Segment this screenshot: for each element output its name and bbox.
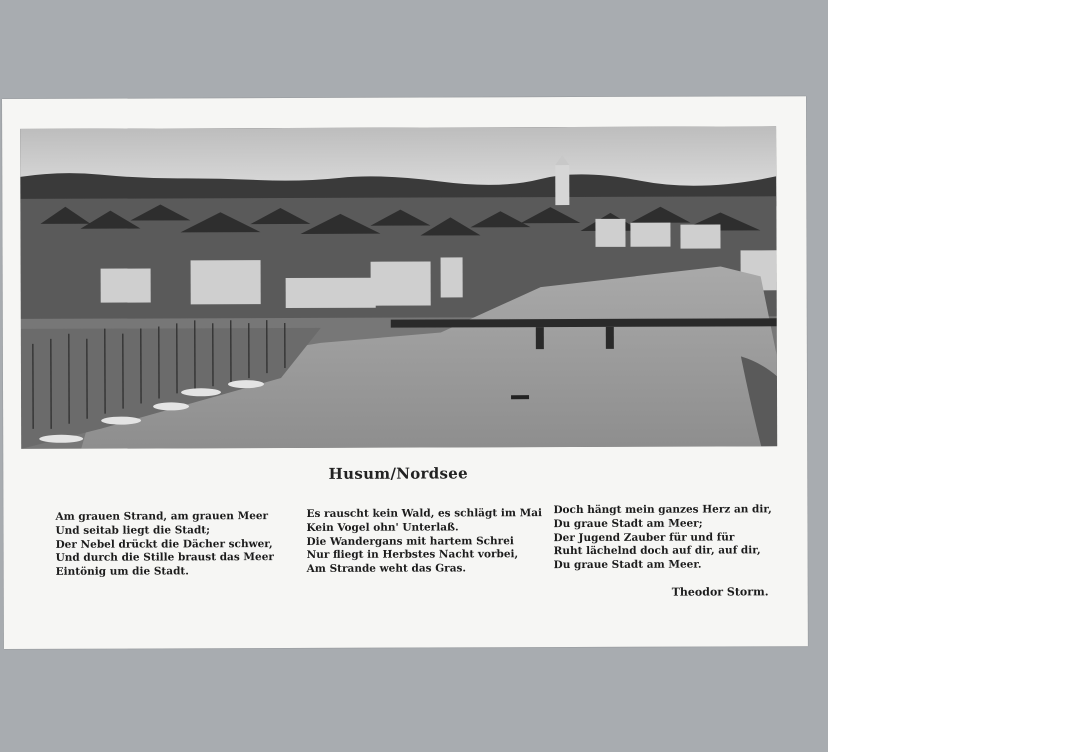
harbor-photo-illustration bbox=[20, 126, 777, 449]
poem-line: Und durch die Stille braust das Meer bbox=[55, 551, 274, 565]
poem-author: Theodor Storm. bbox=[671, 585, 769, 599]
poem-line: Du graue Stadt am Meer; bbox=[553, 517, 703, 530]
poem-line: Am grauen Strand, am grauen Meer bbox=[55, 510, 269, 523]
poem-line: Die Wandergans mit hartem Schrei bbox=[306, 534, 514, 548]
postcard bbox=[2, 96, 808, 649]
bridge bbox=[391, 318, 777, 327]
poem-line: Kein Vogel ohn' Unterlaß. bbox=[306, 521, 459, 534]
harbor-photo bbox=[20, 126, 777, 449]
poem-stanza-3 bbox=[553, 503, 772, 573]
poem-line: Der Nebel drückt die Dächer schwer, bbox=[55, 537, 273, 551]
poem-line: Es rauscht kein Wald, es schlägt im Mai bbox=[306, 507, 543, 520]
poem-stanza-1 bbox=[55, 510, 274, 580]
poem-line: Der Jugend Zauber für und für bbox=[553, 531, 735, 544]
poem-line: Du graue Stadt am Meer. bbox=[553, 558, 702, 572]
poem-line: Am Strande weht das Gras. bbox=[306, 562, 467, 576]
poem-line: Und seitab liegt die Stadt; bbox=[55, 524, 211, 537]
poem-stanza-2 bbox=[306, 507, 542, 577]
postcard-title: Husum/Nordsee bbox=[328, 464, 468, 483]
poem-line: Nur fliegt in Herbstes Nacht vorbei, bbox=[306, 548, 519, 562]
poem-line: Ruht lächelnd doch auf dir, auf dir, bbox=[553, 544, 761, 558]
poem-line: Doch hängt mein ganzes Herz an dir, bbox=[553, 503, 772, 517]
poem-line: Eintönig um die Stadt. bbox=[55, 565, 189, 579]
